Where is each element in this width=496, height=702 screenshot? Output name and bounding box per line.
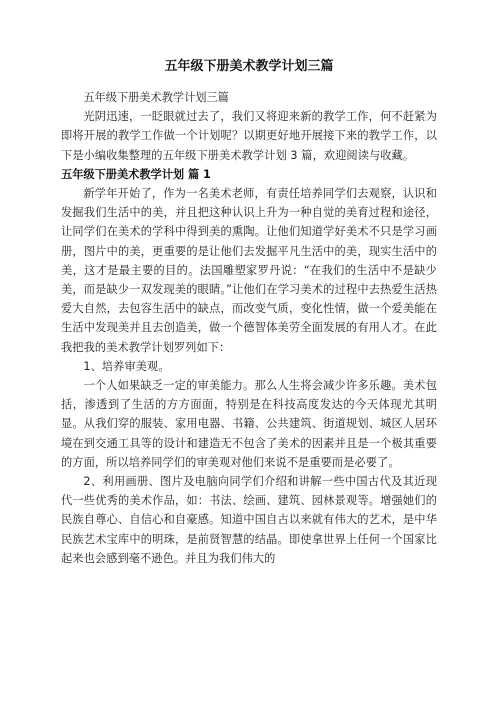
document-page [61,58,437,568]
body-paragraph: 1、培养审美观。 [83,359,170,373]
section-heading: 五年级下册美术教学计划 篇 1 [61,167,211,181]
body-paragraph: 新学年开始了，作为一名美术老师，有责任培养同学们去观察，认识和发掘我们生活中的美，并且把这种认识上升为一种自觉的美育过程和途径，让同学们在美术的学科中得到美的熏陶。让他们知道学好美术不只是学习画册，图片中的美，更重要的是让他们去发掘平凡生活中的美，现实生活中的美，这才是最主要的目的。法国雕塑家罗丹说：“在我们的生活中不是缺少美，而是缺少一双发现美的眼睛。”让他们在学习美术的过程中去热爱生活热爱大自然，去包容生活中的缺点，而改变气质，变化性情，做一个爱美能在生活中发现美并且去创造美，做一个德智体美劳全面发展的有用人才。在此我把我的美术教学计划罗列如下： [61,187,437,354]
intro-paragraph: 光阴迅速，一眨眼就过去了，我们又将迎来新的教学工作，何不赶紧为即将开展的教学工作做一个计划呢？以期更好地开展接下来的教学工作，以下是小编收集整理的五年级下册美术教学计划 3 篇，欢迎阅读与收藏。 [61,110,437,162]
body-paragraph: 2、利用画册、图片及电脑向同学们介绍和讲解一些中国古代及其近现代一些优秀的美术作品，如：书法、绘画、建筑、园林景观等。增强她们的民族自尊心、自信心和自豪感。知道中国自古以来就有伟大的艺术，是中华民族艺术宝库中的明珠，是前贤智慧的结晶。即使拿世界上任何一个国家比起来也会感到毫不逊色。并且为我们伟大的 [61,475,437,565]
document-subtitle: 五年级下册美术教学计划三篇 [83,91,229,104]
document-title: 五年级下册美术教学计划三篇 [164,59,334,74]
body-paragraph: 一个人如果缺乏一定的审美能力。那么人生将会减少许多乐趣。美术包括，渗透到了生活的方方面面，特别是在科技高度发达的今天体现尤其明显。从我们穿的服装、家用电器、书籍、公共建筑、街道规划、城区人居环境在到交通工具等的设计和建造无不包含了美术的因素并且是一个极其重要的方面，所以培养同学们的审美观对他们来说不是重要而是必要了。 [61,379,437,469]
